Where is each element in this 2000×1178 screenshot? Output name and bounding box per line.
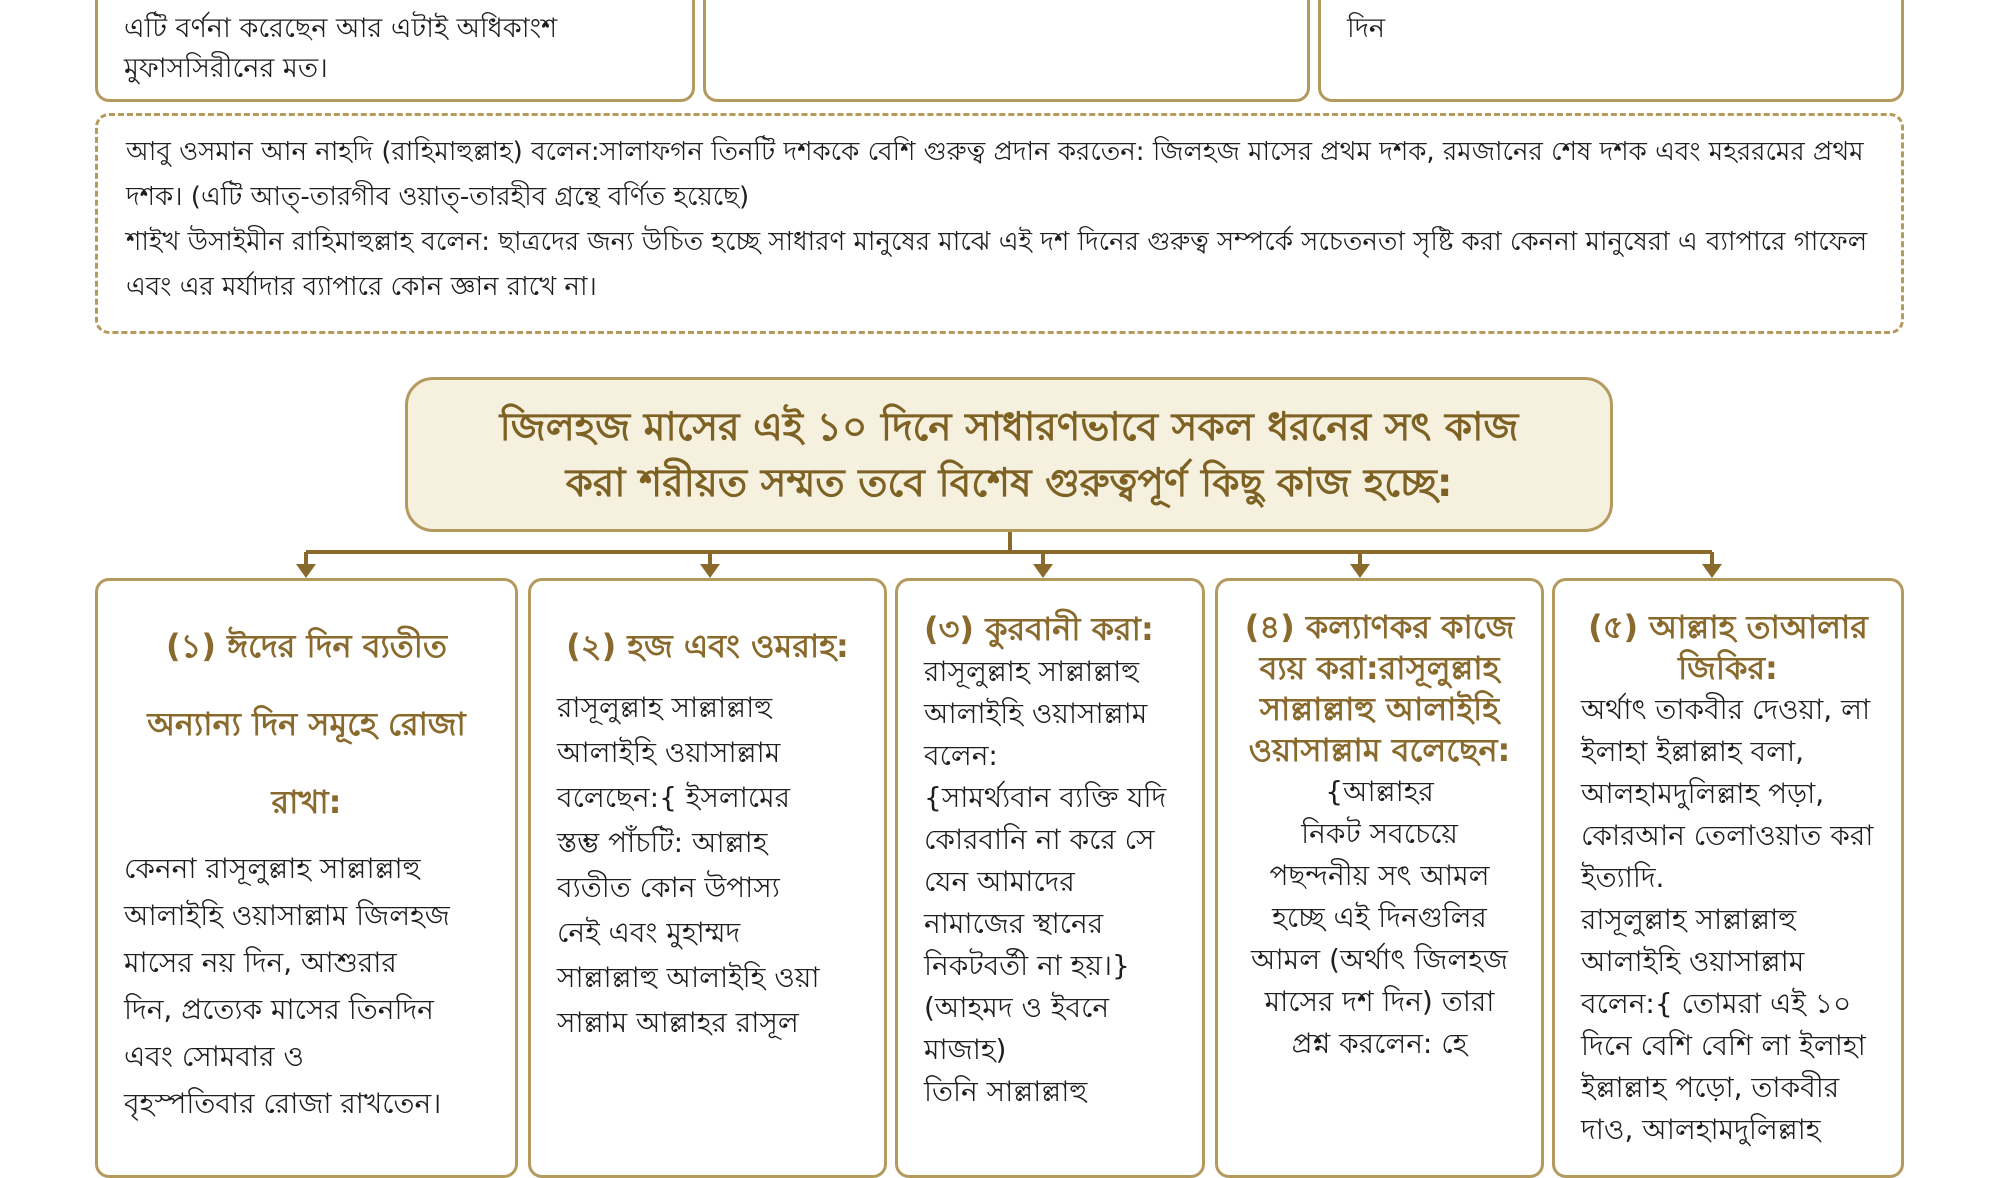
column-body: {আল্লাহর নিকট সবচেয়ে পছন্দনীয় সৎ আমল হচ্ছে এই দিনগুলির আমল (অর্থাৎ জিলহজ মাসের দশ দিন) তারা প্রশ্ন করলেন: হে (1251, 775, 1508, 1060)
arrowhead-3 (1033, 564, 1053, 578)
column-title: (৩) কুরবানী করা: (924, 610, 1154, 648)
column-title: (৪) কল্যাণকর কাজে ব্যয় করা:রাসূলুল্লাহ সাল্লাল্লাহু আলাইহি ওয়াসাল্লাম বলেছেন: (1244, 608, 1515, 769)
column-title: (১) ঈদের দিন ব্যতীত অন্যান্য দিন সমূহে রোজা রাখা: (147, 627, 466, 821)
arrowhead-5 (1702, 564, 1722, 578)
column-qurbani (895, 578, 1205, 1178)
quote-paragraph-nahdi: আবু ওসমান আন নাহদি (রাহিমাহুল্লাহ) বলেন:সালাফগন তিনটি দশককে বেশি গুরুত্ব প্রদান করতেন: জিলহজ মাসের প্রথম দশক, রমজানের শেষ দশক এবং মহররমের প্রথম দশক। (এটি আত্-তারগীব ওয়াত্-তারহীব গ্রন্থে বর্ণিত হয়েছে) (126, 137, 1864, 212)
arrowhead-4 (1350, 564, 1370, 578)
column-dhikr (1552, 578, 1904, 1178)
top-left-text: এটি বর্ণনা করেছেন আর এটাই অধিকাংশ মুফাসসিরীনের মত। (124, 13, 558, 84)
heading-line-2: করা শরীয়ত সম্মত তবে বিশেষ গুরুত্বপূর্ণ কিছু কাজ হচ্ছে: (565, 461, 1453, 506)
arrowhead-2 (700, 564, 720, 578)
arrowhead-1 (296, 564, 316, 578)
column-charity (1215, 578, 1544, 1178)
top-right-text: দিন (1347, 13, 1386, 44)
column-body: অর্থাৎ তাকবীর দেওয়া, লা ইলাহা ইল্লাল্লাহ বলা, আলহামদুলিল্লাহ পড়া, কোরআন তেলাওয়াত করা ইত্যাদি. রাসূলুল্লাহ সাল্লাল্লাহু আলাইহি ওয়াসাল্লাম বলেন:{ তোমরা এই ১০ দিনে বেশি বেশি লা ইলাহা ইল্লাল্লাহ পড়ো, তাকবীর দাও, আলহামদুলিল্লাহ (1581, 693, 1874, 1146)
column-body: রাসূলুল্লাহ সাল্লাল্লাহু আলাইহি ওয়াসাল্লাম বলেন: {সামর্থ্যবান ব্যক্তি যদি কোরবানি না করে সে যেন আমাদের নামাজের স্থানের নিকটবর্তী না হয়।} (আহমদ ও ইবনে মাজাহ) তিনি সাল্লাল্লাহু (924, 655, 1167, 1108)
column-title: (২) হজ এবং ওমরাহ: (566, 627, 849, 665)
heading-line-1: জিলহজ মাসের এই ১০ দিনে সাধারণভাবে সকল ধরনের সৎ কাজ (499, 405, 1519, 450)
column-body: কেননা রাসূলুল্লাহ সাল্লাল্লাহু আলাইহি ওয়াসাল্লাম জিলহজ মাসের নয় দিন, আশুরার দিন, প্রত্যেক মাসের তিনদিন এবং সোমবার ও বৃহস্পতিবার রোজা রাখতেন। (124, 852, 450, 1120)
quote-paragraph-uthaymeen: শাইখ উসাইমীন রাহিমাহুল্লাহ বলেন: ছাত্রদের জন্য উচিত হচ্ছে সাধারণ মানুষের মাঝে এই দশ দিনের গুরুত্ব সম্পর্কে সচেতনতা সৃষ্টি করা কেননা মানুষেরা এ ব্যাপারে গাফেল এবং এর মর্যাদার ব্যাপারে কোন জ্ঞান রাখে না। (126, 227, 1868, 302)
column-hajj-umrah (528, 578, 887, 1178)
column-fasting (95, 578, 518, 1178)
column-title: (৫) আল্লাহ তাআলার জিকির: (1588, 608, 1868, 687)
column-body: রাসূলুল্লাহ সাল্লাল্লাহু আলাইহি ওয়াসাল্লাম বলেছেন:{ ইসলামের স্তম্ভ পাঁচটি: আল্লাহ ব্যতীত কোন উপাস্য নেই এবং মুহাম্মদ সাল্লাল্লাহু আলাইহি ওয়া সাল্লাম আল্লাহর রাসূল (557, 691, 820, 1039)
